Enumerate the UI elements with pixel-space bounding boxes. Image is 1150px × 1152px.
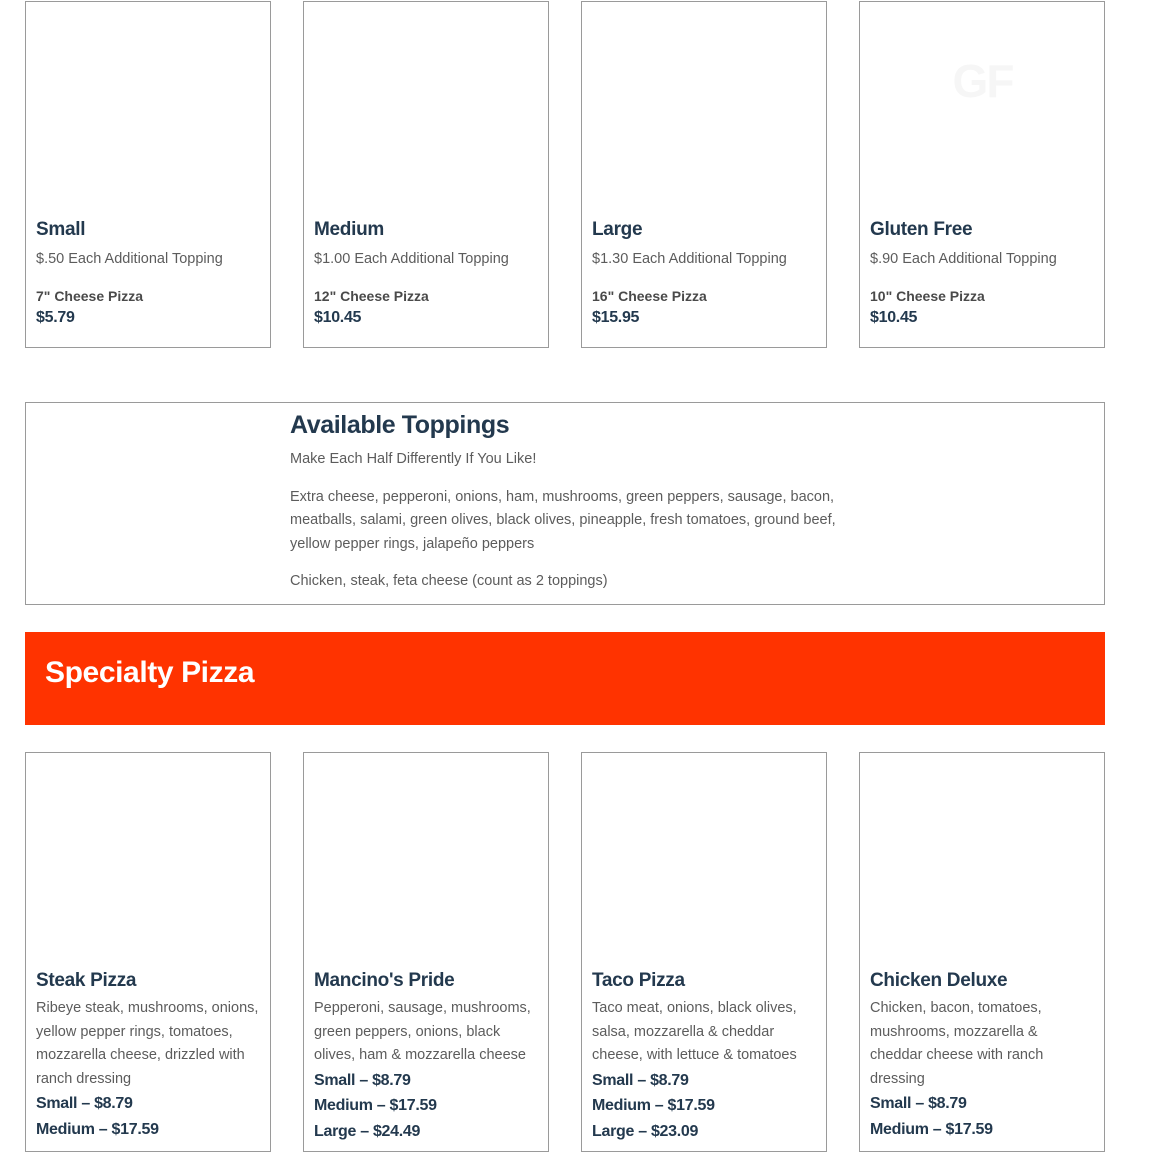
specialty-name: Chicken Deluxe	[870, 970, 1008, 991]
size-title: Medium	[314, 219, 384, 240]
specialty-card-chicken-deluxe	[859, 752, 1105, 1152]
price-small: Small – $8.79	[870, 1095, 967, 1112]
price-medium: Medium – $17.59	[314, 1097, 437, 1114]
specialty-card-steak	[25, 752, 271, 1152]
size-card-medium	[303, 1, 549, 348]
price-large: Large – $23.09	[592, 1122, 699, 1140]
pizza-image	[26, 2, 270, 207]
size-price: $10.45	[870, 308, 918, 326]
size-card-small	[25, 1, 271, 348]
toppings-subtitle: Make Each Half Differently If You Like!	[290, 451, 537, 467]
size-title: Small	[36, 219, 86, 240]
pizza-image	[304, 753, 548, 958]
toppings-title: Available Toppings	[290, 411, 510, 439]
specialty-desc: Taco meat, onions, black olives, salsa, mozzarella & cheddar cheese, with lettuce & tomatoes	[592, 1000, 797, 1063]
premium-toppings: Chicken, steak, feta cheese (count as 2 toppings)	[290, 573, 608, 589]
toppings-panel	[25, 402, 1105, 605]
specialty-desc: Pepperoni, sausage, mushrooms, green peppers, onions, black olives, ham & mozzarella cheese	[314, 1000, 531, 1063]
specialty-banner	[25, 632, 1105, 725]
price-small: Small – $8.79	[314, 1071, 411, 1089]
size-price: $5.79	[36, 308, 75, 326]
specialty-card-mancinos-pride	[303, 752, 549, 1152]
size-title: Large	[592, 219, 643, 240]
pizza-image	[582, 2, 826, 207]
specialty-name: Taco Pizza	[592, 970, 685, 991]
size-price: $15.95	[592, 308, 640, 326]
pizza-size: 10" Cheese Pizza	[870, 287, 985, 304]
price-small: Small – $8.79	[36, 1095, 133, 1112]
pizza-image	[304, 2, 548, 207]
topping-price: $1.30 Each Additional Topping	[592, 251, 787, 267]
size-card-gluten-free	[859, 1, 1105, 348]
specialty-name: Mancino's Pride	[314, 970, 455, 991]
topping-price: $1.00 Each Additional Topping	[314, 251, 509, 267]
size-price: $10.45	[314, 308, 362, 326]
specialty-name: Steak Pizza	[36, 970, 137, 991]
topping-price: $.50 Each Additional Topping	[36, 251, 223, 267]
price-small: Small – $8.79	[592, 1071, 689, 1089]
price-medium: Medium – $17.59	[592, 1097, 715, 1114]
price-medium: Medium – $17.59	[870, 1120, 993, 1138]
gluten-free-image	[860, 2, 1104, 207]
toppings-list: Extra cheese, pepperoni, onions, ham, mushrooms, green peppers, sausage, bacon, meatballs, salami, green olives, black olives, pineapple, fresh tomatoes, ground beef, yellow pepper rings, jalapeño peppers	[290, 488, 836, 552]
specialty-title: Specialty Pizza	[45, 656, 255, 689]
pizza-image	[26, 753, 270, 958]
pizza-size: 12" Cheese Pizza	[314, 287, 429, 304]
price-large: Large – $24.49	[314, 1122, 421, 1140]
pizza-size: 16" Cheese Pizza	[592, 287, 707, 304]
specialty-desc: Chicken, bacon, tomatoes, mushrooms, mozzarella & cheddar cheese with ranch dressing	[870, 1000, 1044, 1087]
gluten-free-logo-icon: GF	[952, 55, 1013, 107]
specialty-desc: Ribeye steak, mushrooms, onions, yellow pepper rings, tomatoes, mozzarella cheese, drizzled with ranch dressing	[36, 1000, 259, 1087]
size-card-large	[581, 1, 827, 348]
topping-price: $.90 Each Additional Topping	[870, 251, 1057, 267]
size-title: Gluten Free	[870, 219, 973, 240]
specialty-card-taco	[581, 752, 827, 1152]
pizza-image	[582, 753, 826, 958]
price-medium: Medium – $17.59	[36, 1120, 159, 1138]
pizza-image	[860, 753, 1104, 958]
pizza-size: 7" Cheese Pizza	[36, 287, 144, 304]
